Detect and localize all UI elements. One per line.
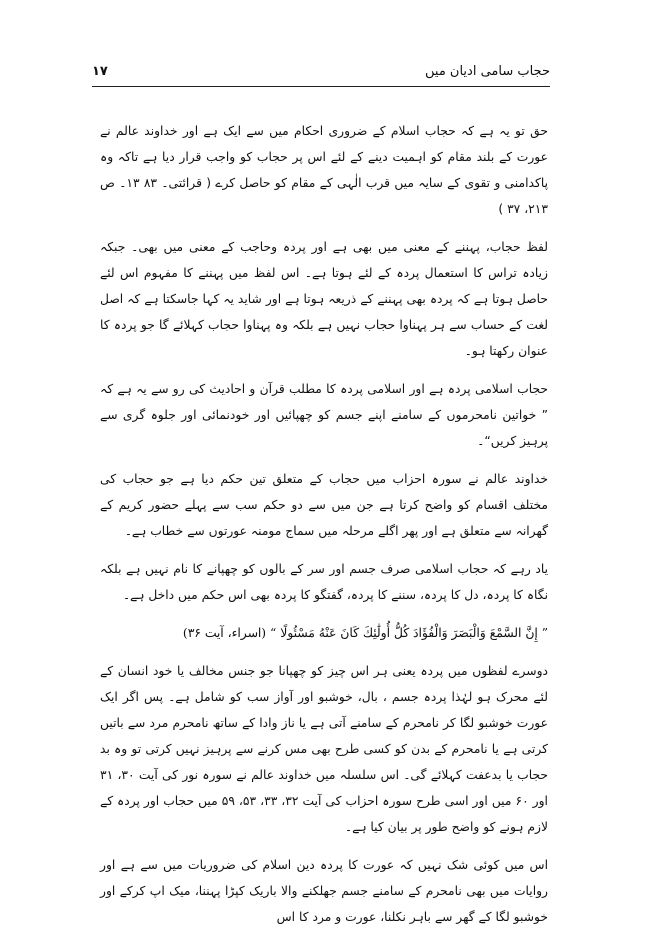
running-title: حجاب سامی ادیان میں xyxy=(425,64,550,79)
header-divider xyxy=(92,86,550,87)
paragraph-other-words: دوسرے لفظوں میں پردہ یعنی ہر اس چیز کو چھپانا جو جنس مخالف یا خود انسان کے لئے محرک ہو لہٰذا پردہ جسم ، بال، خوشبو اور آواز سب کو شامل ہے۔ پس اگر ایک عورت خوشبو لگا کر نامحرم کے سامنے آتی ہے یا ناز وادا کے ساتھ نامحرم مرد سے باتیں کرتی ہے یا نامحرم کے بدن کو کسی طرح بھی مس کرنے سے پرہیز نہیں کرتی تو وہ بد حجاب یا بدعفت کہلائے گی۔ اس سلسلہ میں خداوند عالم نے سورہ نور کی آیت ۳۰، ۳۱ اور ۶۰ میں اور اسی طرح سورہ احزاب کی آیت ۳۲، ۳۳، ۵۳، ۵۹ میں حجاب اور پردہ کے لازم ہونے کو واضح طور پر بیان کیا ہے۔ xyxy=(100,664,548,834)
page-body xyxy=(100,118,548,942)
paragraph-islamic-veil: حجاب اسلامی پردہ ہے اور اسلامی پردہ کا مطلب قرآن و احادیث کی رو سے یہ ہے کہ ” خواتین نامحرموں کے سامنے اپنے جسم کو چھپائیں اور خودنمائی اور جلوہ گری سے پرہیز کریں“۔ xyxy=(100,382,548,448)
paragraph-veil-of-senses: یاد رہے کہ حجاب اسلامی صرف جسم اور سر کے بالوں کو چھپانے کا نام نہیں ہے بلکہ نگاہ کا پردہ، دل کا پردہ، سننے کا پردہ، گفتگو کا پردہ بھی اس حکم میں داخل ہے۔ xyxy=(100,562,548,602)
paragraph-hijab-importance: حق تو یہ ہے کہ حجاب اسلام کے ضروری احکام میں سے ایک ہے اور خداوند عالم نے عورت کے بلند مقام کو اہمیت دینے کے لئے اس پر حجاب کو واجب قرار دیا ہے تاکہ وہ پاکدامنی و تقوی کے سایہ میں قرب الٰہی کے مقام کو حاصل کرے ( قرائتی۔ ۸۳ ۱۳۔ ص ۲۱۳، ۳۷ ) xyxy=(100,124,549,216)
page-header xyxy=(92,64,550,86)
paragraph-surah-ahzab: خداوند عالم نے سورہ احزاب میں حجاب کے متعلق تین حکم دیا ہے جو حجاب کی مختلف اقسام کو واضح کرتا ہے جن میں سے دو حکم سب سے پہلے حضور کریم کے گھرانہ سے متعلق ہے اور پھر اگلے مرحلہ میں سماج مومنہ عورتوں سے خطاب ہے۔ xyxy=(100,472,548,538)
paragraph-word-meaning: لفظ حجاب، پہننے کے معنی میں بھی ہے اور پردہ وحاجب کے معنی میں بھی۔ جبکہ زیادہ تراس کا استعمال پردہ کے لئے ہوتا ہے۔ اس لفظ میں پہننے کا مفہوم اس لئے حاصل ہوتا ہے کہ پردہ بھی پہننے کے ذریعہ ہوتا ہے اور شاید یہ کہا جاسکتا ہے کہ اصل لغت کے حساب سے ہر پہناوا حجاب نہیں ہے بلکہ وہ پہناوا حجاب کہلائے گا جو پردہ کا عنوان رکھتا ہو۔ xyxy=(100,240,548,358)
paragraph-no-doubt: اس میں کوئی شک نہیں کہ عورت کا پردہ دین اسلام کی ضروریات میں سے ہے اور روایات میں بھی نامحرم کے سامنے جسم جھلکنے والا باریک کپڑا پہننا، میک اپ کرکے اور خوشبو لگا کے گھر سے باہر نکلنا، عورت و مرد کا اس xyxy=(100,858,548,924)
page-number: ١٧ xyxy=(92,64,108,79)
quran-verse: ” إِنَّ السَّمْعَ وَالْبَصَرَ وَالْفُؤَادَ كُلُّ أُولَٰئِكَ كَانَ عَنْهُ مَسْئُولًا “ (اسراء، آیت ۳۶) xyxy=(182,626,548,640)
